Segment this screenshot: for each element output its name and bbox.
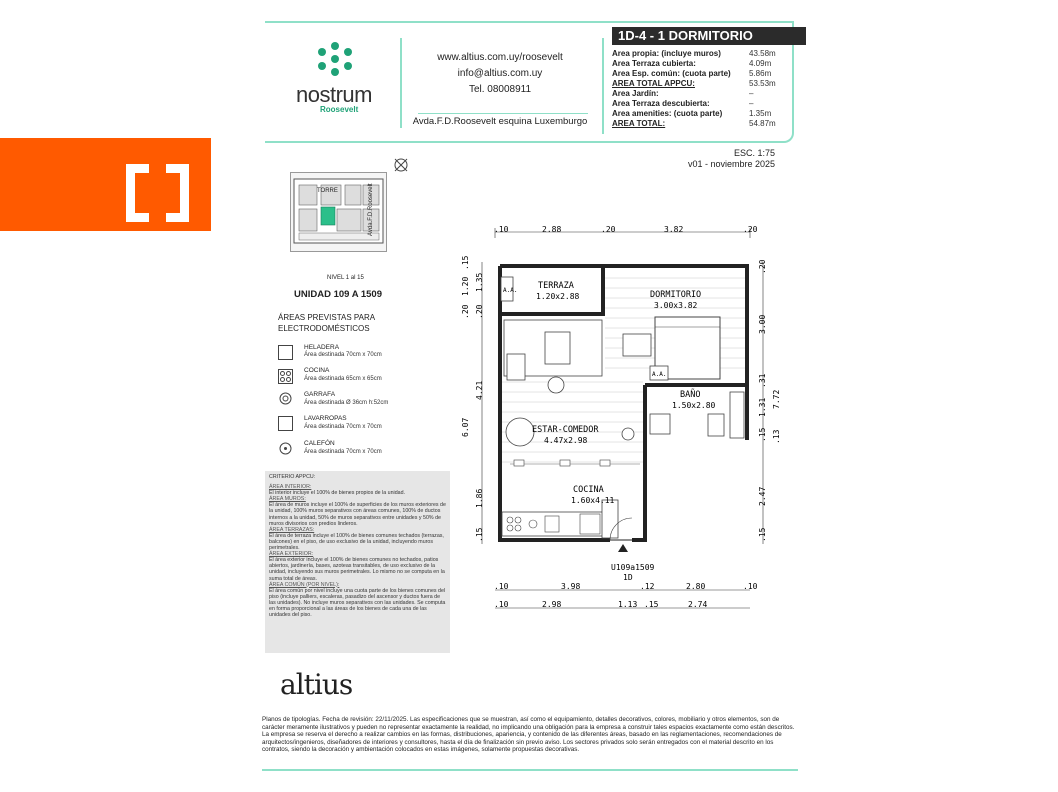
appliance-desc: Área destinada 70cm x 70cm — [304, 449, 382, 455]
dim-label: .20 — [461, 304, 470, 319]
divider — [400, 38, 402, 128]
dim-label: .31 — [758, 373, 767, 388]
appliance-name: GARRAFA — [304, 391, 336, 398]
dim-label: .10 — [743, 582, 758, 591]
dim-label: 3.98 — [561, 582, 581, 591]
divider — [418, 113, 588, 114]
area-row: Area Terraza descubierta: – — [612, 99, 754, 108]
bracket-right-icon — [166, 164, 189, 222]
dim-label: 1.13 — [618, 600, 638, 609]
dim-label: .15 — [758, 427, 767, 442]
area-table — [612, 49, 787, 129]
appliance-desc: Área destinada 70cm x 70cm — [304, 424, 382, 430]
criterio-body: El área de muros incluye el 100% de superficies de los muros exteriores de la unidad, 100% muros separativos con áreas comunes, 100% de ductos internos a la unidad, 50% de muros separativos entre unidades y 50% de muros divisorios con predios linderos. — [269, 502, 446, 527]
area-row: Area amenities: (cuota parte) 1.35m — [612, 109, 772, 118]
criterio-body: El interior incluye el 100% de bienes propios de la unidad. — [269, 490, 406, 497]
appliance-name: CALEFÓN — [304, 440, 335, 447]
dim-label: 1.31 — [758, 397, 767, 417]
criterio-body: El área común por nivel incluye una cuota parte de los bienes comunes del piso (incluye palliers, escaleras, pasadizo del ascensor y ductos fuera de las unidades). No incluye muros separativos con las unidades. Se computa en forma proporcional a las áreas de los bienes de cada una de las unidades del piso. — [269, 587, 446, 619]
dim-label: 2.98 — [542, 600, 562, 609]
dim-label: .12 — [640, 582, 655, 591]
criterio-head: ÁREA EXTERIOR: — [269, 551, 314, 558]
aa-label: A.A. — [652, 371, 667, 378]
room-dims: 1.60x4.11 — [571, 496, 615, 505]
appliance-desc: Área destinada 70cm x 70cm — [304, 352, 382, 358]
criterio-head: ÁREA MUROS: — [269, 496, 306, 503]
dim-label: .15 — [461, 255, 470, 270]
area-row: AREA TOTAL APPCU: 53.53m — [612, 79, 776, 88]
version-label: v01 - noviembre 2025 — [687, 159, 775, 169]
aa-label: A.A. — [503, 287, 518, 294]
dim-label: 2.80 — [686, 582, 706, 591]
area-row: Area Jardín: – — [612, 89, 754, 98]
orange-bracket-badge — [0, 138, 211, 231]
room-name: BAÑO — [680, 390, 701, 400]
altius-logo: altius — [280, 668, 353, 701]
dim-label: 2.88 — [542, 225, 562, 234]
room-dims: 4.47x2.98 — [544, 436, 588, 445]
dim-label: 1.20 — [461, 276, 470, 296]
appliance-desc: Área destinada Ø 36cm h:52cm — [304, 400, 389, 406]
appliance-name: LAVARROPAS — [304, 415, 347, 422]
room-name: ESTAR-COMEDOR — [532, 425, 599, 435]
water-heater-icon — [279, 442, 292, 455]
floor-plan-drawing — [460, 222, 790, 617]
brand-subtitle: Roosevelt — [320, 105, 359, 114]
key-map-street: Avda.F.D.Roosevelt — [368, 183, 374, 236]
key-map-level: NIVEL 1 al 15 — [327, 275, 364, 281]
room-dims: 3.00x3.82 — [654, 301, 698, 310]
criterio-head: ÁREA COMÚN (POR NIVEL): — [269, 581, 340, 588]
floor-plan — [460, 222, 790, 617]
stove-icon — [278, 369, 293, 384]
address-text: Avda.F.D.Roosevelt esquina Luxemburgo — [412, 116, 588, 127]
dim-label: .20 — [475, 304, 484, 319]
dim-label: .20 — [743, 225, 758, 234]
appliance-areas-title: ÁREAS PREVISTAS PARA ELECTRODOMÉSTICOS — [278, 313, 375, 333]
dim-label: 2.74 — [688, 600, 708, 609]
dim-label: .15 — [475, 527, 484, 542]
unit-title: 1D-4 - 1 DORMITORIO — [612, 27, 806, 45]
dim-label: 3.82 — [664, 225, 684, 234]
area-row: AREA TOTAL: 54.87m — [612, 119, 776, 128]
room-name: DORMITORIO — [650, 290, 702, 300]
criterio-head: ÁREA TERRAZAS: — [269, 526, 315, 533]
dim-label: 3.00 — [758, 314, 767, 334]
dim-label: 2.47 — [758, 486, 767, 506]
key-map-torre: TORRE — [317, 188, 338, 194]
bracket-left-icon — [126, 164, 149, 222]
area-row: Area Esp. común: (cuota parte) 5.86m — [612, 69, 772, 78]
room-dims: 1.20x2.88 — [536, 292, 580, 301]
criterio-head: ÁREA INTERIOR: — [269, 484, 312, 491]
appliance-name: COCINA — [304, 367, 330, 374]
unit-range: UNIDAD 109 A 1509 — [294, 289, 383, 300]
criterio-title: CRITERIO APPCU: — [269, 474, 316, 480]
unit-tag-sub: 1D — [623, 573, 633, 582]
gas-tank-icon — [279, 392, 292, 405]
washer-icon — [278, 416, 293, 431]
area-row: Area Terraza cubierta: 4.09m — [612, 59, 772, 68]
dim-label: .13 — [772, 429, 781, 444]
dim-label: .15 — [644, 600, 659, 609]
dim-label: .20 — [601, 225, 616, 234]
divider — [262, 769, 798, 771]
dim-label: .15 — [758, 527, 767, 542]
appliance-desc: Área destinada 65cm x 65cm — [304, 376, 382, 382]
disclaimer-text: Planos de tipologías. Fecha de revisión: 22/11/2025. Las especificaciones que se muestran, así como el equipamiento, detalles decorativos, colores, mobiliario y otros elementos, son de carácter meramente ilustrativos y pueden no representar exactamente la realidad, no implicando una obligación para la empresa a construir tales espacios exactamente como están descritos. La empresa se reserva el derecho a realizar cambios en las formas, distribuciones, apariencia, y contenido de las diferentes áreas, basado en las reglamentaciones, recomendaciones de arquitectos/ingenieros, diseñadores de interiores y consultores, hasta el día de finalización sin previo aviso. Los sectores privados solo serán entregados con el material descrito en los contratos, siendo la decoración y ambientación colocados en estas imágenes, solamente propuestas decorativas. — [262, 716, 795, 754]
criterio-body: El área de terraza incluye el 100% de bienes comunes techados (terrazas, balcones) en el piso, de uso exclusivo de la unidad, incluyendo muros perimetrales. — [269, 532, 444, 552]
criterio-box — [265, 471, 450, 653]
area-row: Area propia: (incluye muros) 43.58m — [612, 49, 776, 58]
fridge-icon — [278, 345, 293, 360]
dim-label: 1.35 — [475, 272, 484, 292]
unit-tag: U109a1509 — [611, 563, 655, 572]
dim-label: 6.07 — [461, 417, 470, 437]
website-link[interactable]: www.altius.com.uy/roosevelt — [437, 52, 563, 63]
dim-label: .10 — [494, 582, 509, 591]
entry-arrow-icon — [618, 544, 628, 552]
phone-text: Tel. 08008911 — [468, 84, 532, 95]
room-name: COCINA — [573, 485, 604, 495]
brand-name: nostrum — [296, 82, 372, 107]
dim-label: 7.72 — [772, 389, 781, 409]
dim-label: 4.21 — [475, 380, 484, 400]
scale-label: ESC. 1:75 — [733, 148, 775, 158]
dim-label: 1.86 — [475, 488, 484, 508]
dim-label: .10 — [494, 600, 509, 609]
room-name: TERRAZA — [538, 281, 574, 291]
room-dims: 1.50x2.80 — [672, 401, 716, 410]
divider — [602, 38, 604, 134]
appliance-name: HELADERA — [304, 344, 340, 351]
criterio-body: El área exterior incluye el 100% de bienes comunes no techados, patios abiertos, jardinería, bases, azoteas transitables, de uso exclusivo de la unidad, incluyendo sus muros perimetrales. Lo mismo no se computa en la suma total de áreas. — [269, 557, 445, 582]
email-link[interactable]: info@altius.com.uy — [457, 68, 543, 79]
nostrum-logo-icon — [316, 40, 354, 78]
dim-label: .10 — [494, 225, 509, 234]
dim-label: .20 — [758, 259, 767, 274]
north-arrow-icon — [393, 157, 409, 173]
